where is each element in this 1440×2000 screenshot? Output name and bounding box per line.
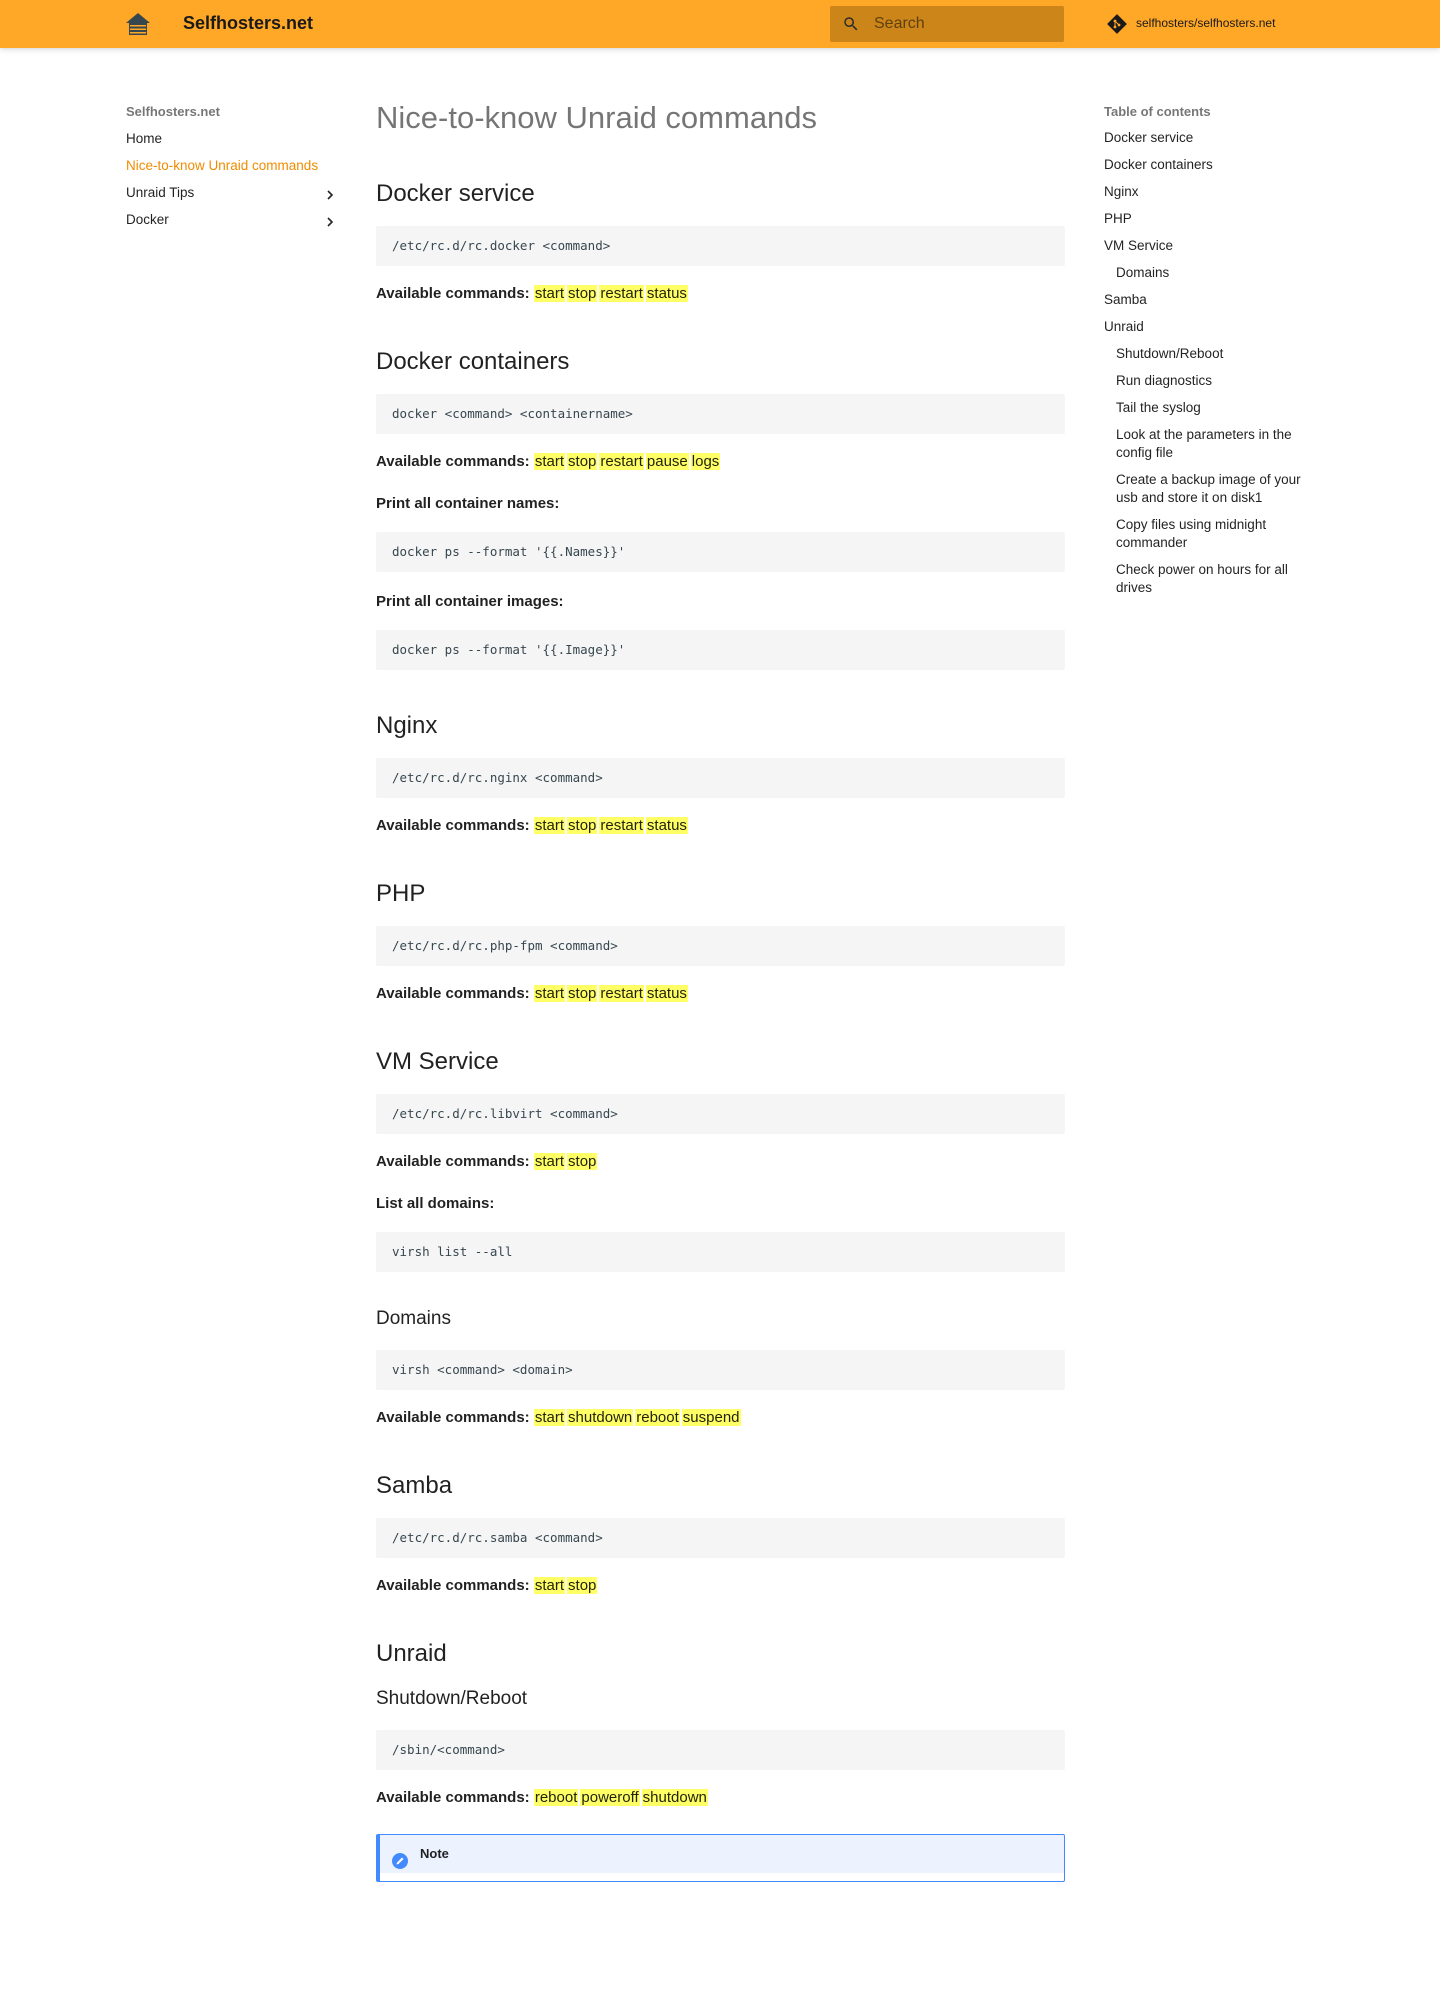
toc-item[interactable]: Domains [1116,265,1170,280]
commands-label: Available commands: [376,453,530,470]
toc-item[interactable]: VM Service [1104,238,1174,253]
command-mark: stop [568,1577,597,1594]
command-mark: start [534,985,565,1002]
code-block[interactable]: docker ps --format '{{.Image}}' [376,630,1065,670]
heading-docker-service: Docker service [376,180,535,207]
command-mark: reboot [636,1409,679,1426]
nav-item-unraid-commands[interactable]: Nice-to-know Unraid commands [126,158,319,173]
command-mark: logs [691,453,720,470]
command-mark: start [534,1153,565,1170]
heading-docker-containers: Docker containers [376,348,570,375]
nav-item-docker[interactable] [126,210,336,237]
list-domains-label: List all domains: [376,1195,495,1212]
toc-item[interactable]: Shutdown/Reboot [1116,346,1224,361]
container-names-label: Print all container names: [376,495,560,512]
note-title [380,1835,1064,1873]
search-input[interactable] [874,6,1054,42]
code-block[interactable]: /etc/rc.d/rc.samba <command> [376,1518,1065,1558]
toc-item[interactable]: Copy files using midnight commander [1116,517,1267,550]
search-box[interactable] [830,6,1064,42]
commands-label: Available commands: [376,1153,530,1170]
chevron-right-icon[interactable] [324,214,336,226]
command-mark: restart [600,285,643,302]
command-mark: start [534,1409,565,1426]
command-mark: start [534,453,565,470]
code-block[interactable]: docker ps --format '{{.Names}}' [376,532,1065,572]
code-block[interactable]: /etc/rc.d/rc.php-fpm <command> [376,926,1065,966]
command-mark: shutdown [568,1409,633,1426]
heading-vm-service: VM Service [376,1048,499,1075]
command-mark: status [646,985,687,1002]
toc-item[interactable]: Create a backup image of your usb and store it on disk1 [1116,472,1301,505]
commands-label: Available commands: [376,1409,530,1426]
main-content [376,98,1065,1882]
command-mark: stop [568,285,597,302]
toc-item[interactable]: Check power on hours for all drives [1116,562,1288,595]
nav-item-label: Docker [126,212,169,227]
house-icon[interactable] [125,12,151,36]
primary-nav [126,102,336,237]
toc-item[interactable]: Nginx [1104,184,1139,199]
code-block[interactable]: virsh <command> <domain> [376,1350,1065,1390]
command-mark: reboot [534,1789,578,1806]
chevron-right-icon[interactable] [324,187,336,199]
commands-line [376,282,1065,306]
commands-line [376,1406,1065,1430]
code-block[interactable]: docker <command> <containername> [376,394,1065,434]
heading-php: PHP [376,880,426,907]
command-mark: restart [600,453,643,470]
top-header [0,0,1440,48]
heading-samba: Samba [376,1472,453,1499]
command-mark: stop [568,985,597,1002]
commands-line [376,1150,1065,1174]
commands-line [376,814,1065,838]
command-mark: stop [568,817,597,834]
command-mark: restart [600,817,643,834]
command-mark: status [646,817,687,834]
toc-item[interactable]: PHP [1104,211,1132,226]
toc-item[interactable]: Run diagnostics [1116,373,1213,388]
code-block[interactable]: /etc/rc.d/rc.nginx <command> [376,758,1065,798]
command-mark: start [534,1577,565,1594]
nav-item-unraid-tips[interactable] [126,183,336,210]
pencil-icon [392,1846,408,1862]
commands-line [376,1574,1065,1598]
magnifier-icon [842,15,860,33]
repo-label: selfhosters/selfhosters.net [1136,16,1276,30]
heading-shutdown-reboot: Shutdown/Reboot [376,1688,528,1709]
commands-label: Available commands: [376,817,530,834]
code-block[interactable]: /sbin/<command> [376,1730,1065,1770]
page-title: Nice-to-know Unraid commands [376,100,818,135]
code-block[interactable]: /etc/rc.d/rc.libvirt <command> [376,1094,1065,1134]
nav-title: Selfhosters.net [126,104,220,119]
command-mark: status [646,285,687,302]
command-mark: start [534,817,565,834]
toc-title: Table of contents [1104,104,1211,119]
toc-item[interactable]: Tail the syslog [1116,400,1201,415]
code-block[interactable]: virsh list --all [376,1232,1065,1272]
command-mark: poweroff [581,1789,639,1806]
nav-item-label: Unraid Tips [126,185,195,200]
command-mark: restart [600,985,643,1002]
heading-nginx: Nginx [376,712,438,739]
toc-item[interactable]: Samba [1104,292,1147,307]
commands-label: Available commands: [376,1789,530,1806]
toc-item[interactable]: Docker service [1104,130,1194,145]
toc-item[interactable]: Docker containers [1104,157,1213,172]
commands-line [376,1786,1065,1810]
toc-item[interactable]: Unraid [1104,319,1144,334]
command-mark: suspend [682,1409,740,1426]
commands-label: Available commands: [376,285,530,302]
command-mark: stop [568,453,597,470]
command-mark: stop [568,1153,597,1170]
heading-unraid: Unraid [376,1640,447,1667]
heading-domains: Domains [376,1308,451,1329]
site-title[interactable]: Selfhosters.net [183,13,314,33]
commands-label: Available commands: [376,1577,530,1594]
toc-item[interactable]: Look at the parameters in the config file [1116,427,1292,460]
commands-line [376,450,1065,474]
code-block[interactable]: /etc/rc.d/rc.docker <command> [376,226,1065,266]
command-mark: shutdown [642,1789,707,1806]
commands-line [376,982,1065,1006]
commands-label: Available commands: [376,985,530,1002]
note-label: Note [420,1846,449,1861]
nav-item-home[interactable]: Home [126,131,163,146]
note-admonition [376,1834,1065,1882]
table-of-contents [1104,102,1314,606]
git-icon [1106,13,1128,35]
command-mark: start [534,285,565,302]
command-mark: pause [646,453,688,470]
container-images-label: Print all container images: [376,593,564,610]
